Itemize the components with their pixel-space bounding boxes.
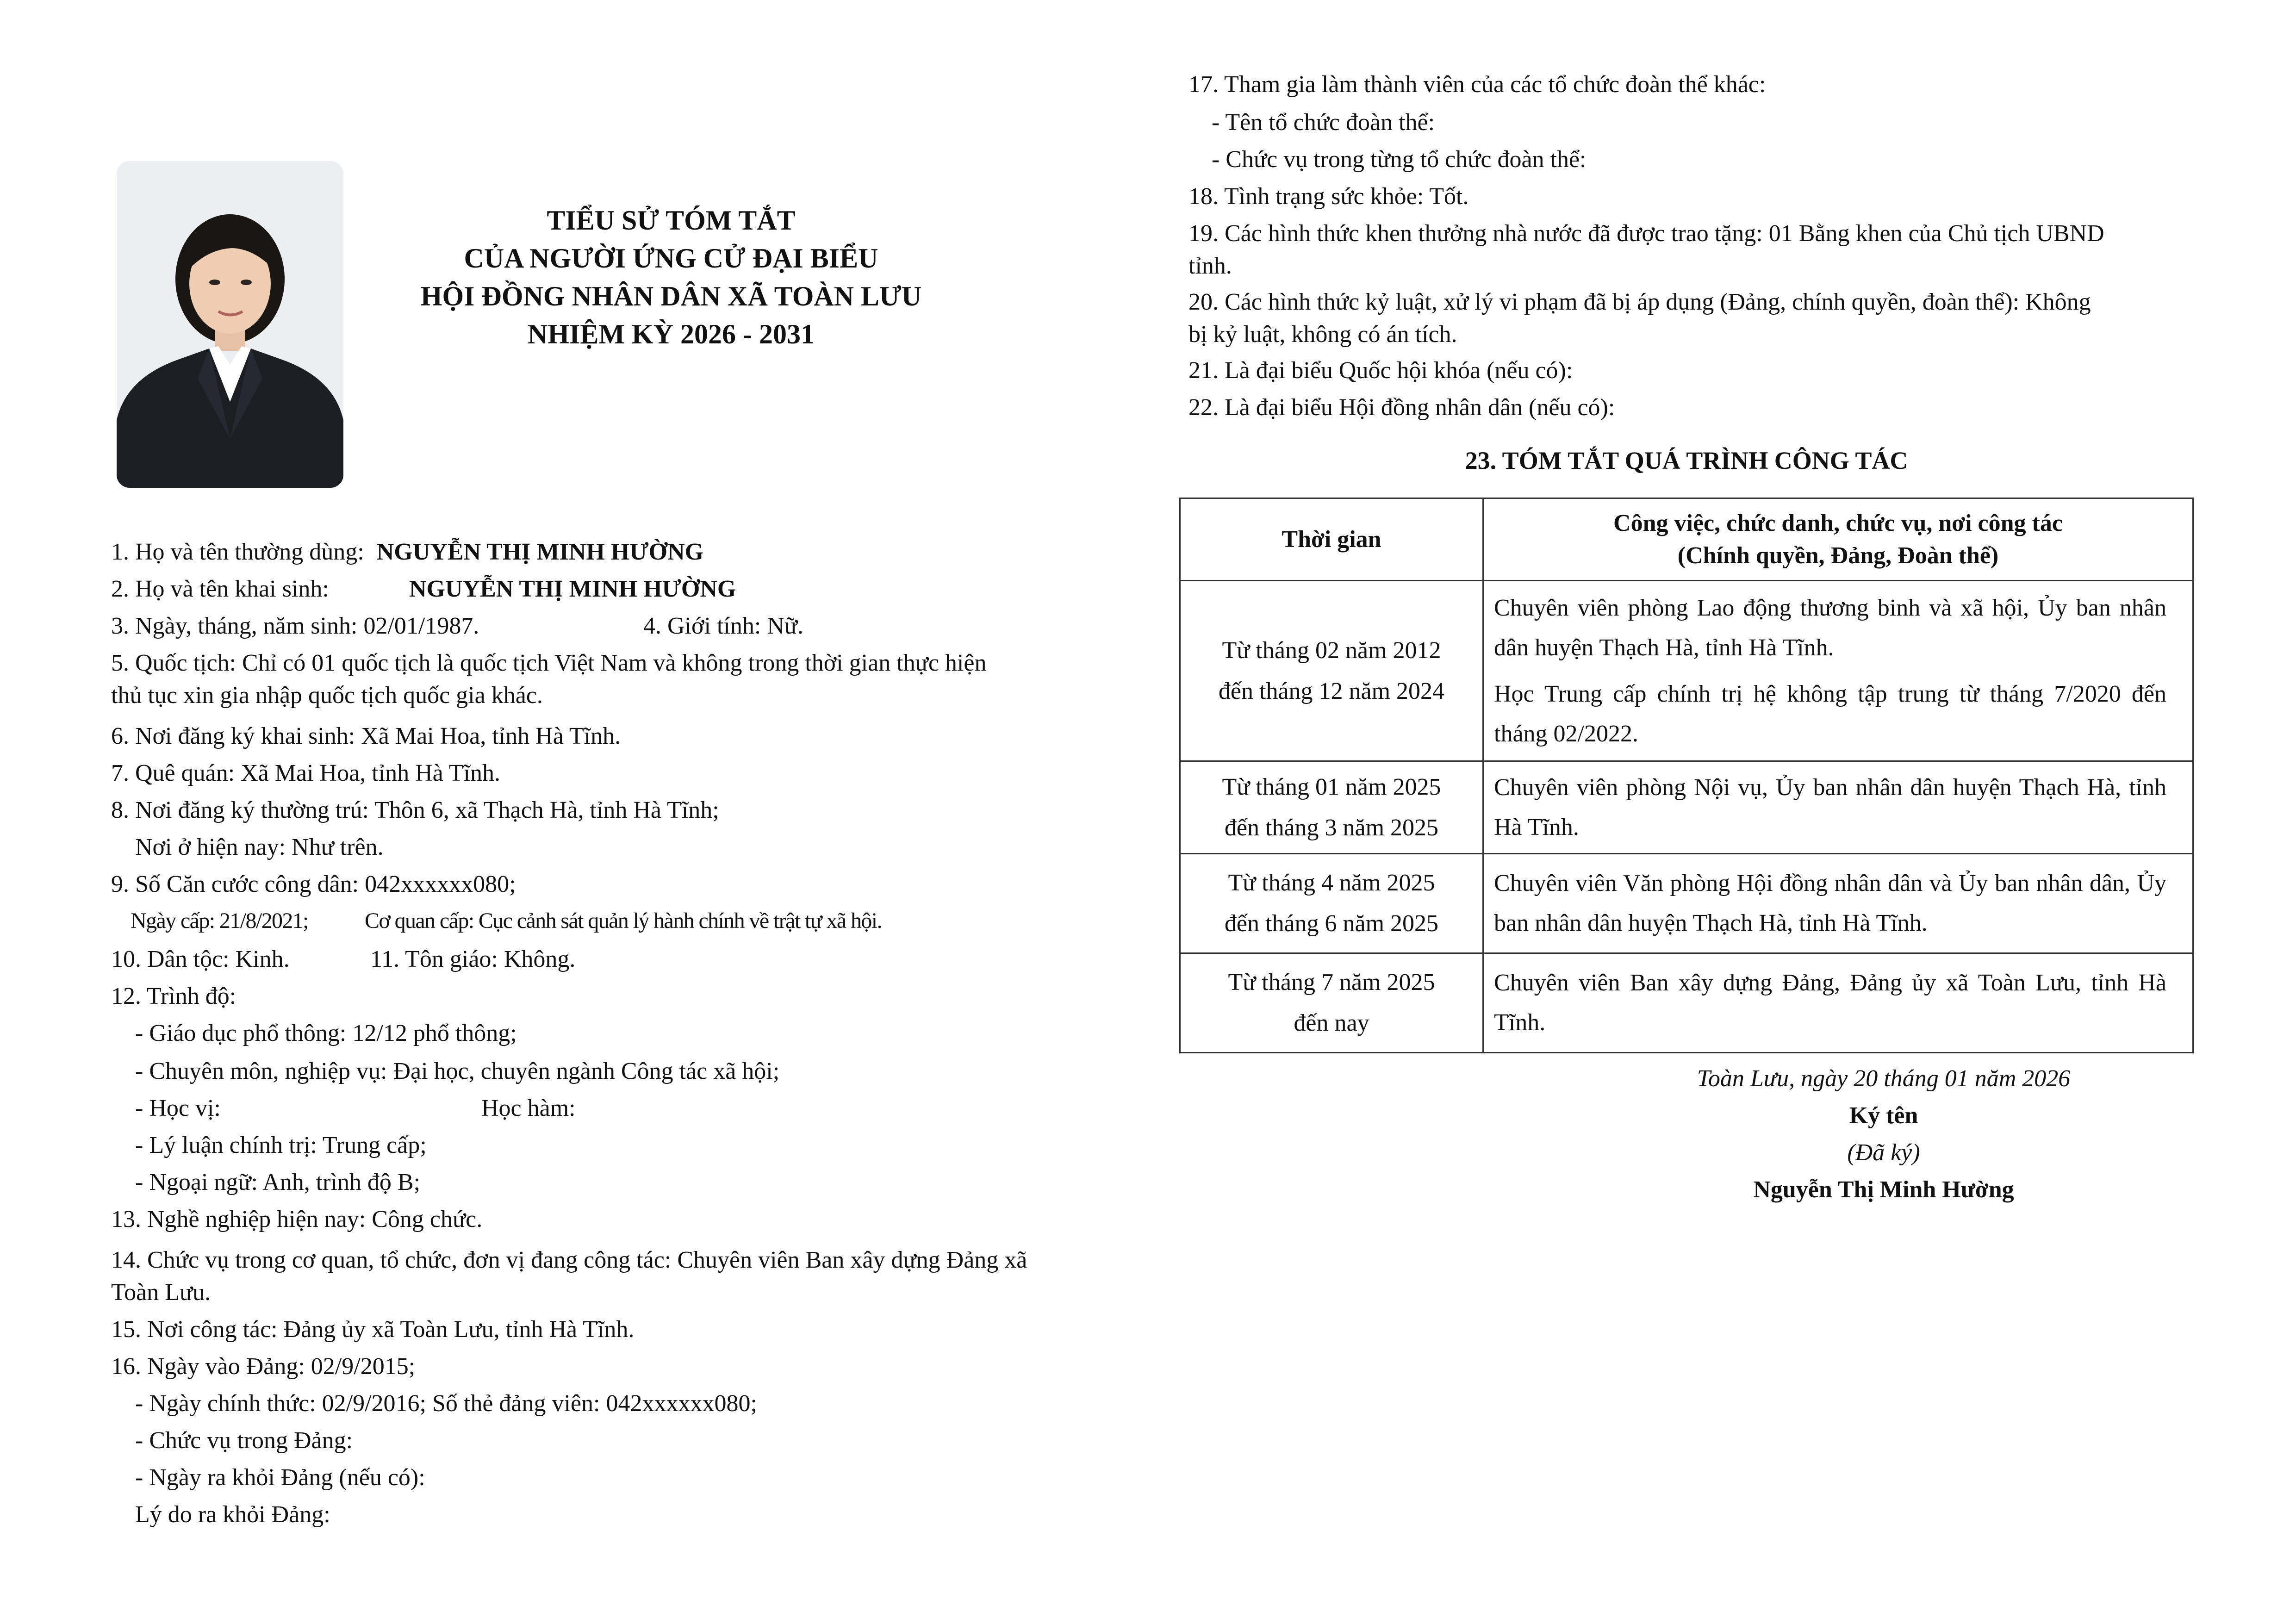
column-header-description-line-1: Công việc, chức danh, chức vụ, nơi công tác <box>1613 510 2063 536</box>
column-header-description-line-2: (Chính quyền, Đảng, Đoàn thể) <box>1677 542 1999 569</box>
item-3-dob: 3. Ngày, tháng, năm sinh: 02/01/1987. <box>111 613 479 639</box>
item-8-current-residence: Nơi ở hiện nay: Như trên. <box>135 834 384 860</box>
item-15: 15. Nơi công tác: Đảng ủy xã Toàn Lưu, tỉnh Hà Tĩnh. <box>111 1316 635 1343</box>
time-end: đến tháng 6 năm 2025 <box>1224 910 1439 937</box>
item-12-general-education: - Giáo dục phổ thông: 12/12 phổ thông; <box>135 1020 517 1046</box>
table-cell-time <box>1180 761 1483 854</box>
time-start: Từ tháng 01 năm 2025 <box>1222 773 1441 800</box>
description-text-extra: Học Trung cấp chính trị hệ không tập trung từ tháng 7/2020 đến tháng 02/2022. <box>1494 680 2166 747</box>
table-row <box>1180 854 2193 953</box>
table-cell-description <box>1483 854 2193 953</box>
document-title <box>361 201 981 353</box>
time-end: đến tháng 12 năm 2024 <box>1218 678 1445 704</box>
common-name-label: 1. Họ và tên thường dùng: <box>111 539 364 565</box>
table-header-row <box>1180 498 2193 581</box>
item-19-line-1: 19. Các hình thức khen thưởng nhà nước đã được trao tặng: 01 Bằng khen của Chủ tịch UBND <box>1188 220 2104 247</box>
item-14-line-1: 14. Chức vụ trong cơ quan, tổ chức, đơn vị đang công tác: Chuyên viên Ban xây dựng Đảng xã <box>111 1247 1027 1273</box>
item-9-issuer: Cơ quan cấp: Cục cảnh sát quản lý hành chính về trật tự xã hội. <box>365 908 882 933</box>
signature-label: Ký tên <box>1849 1102 1918 1129</box>
description-text: Chuyên viên phòng Nội vụ, Ủy ban nhân dân huyện Thạch Hà, tỉnh Hà Tĩnh. <box>1494 774 2166 840</box>
item-12-degree: - Học vị: <box>135 1095 221 1121</box>
item-22: 22. Là đại biểu Hội đồng nhân dân (nếu có): <box>1188 394 1615 421</box>
item-19-line-2: tỉnh. <box>1188 253 1232 279</box>
item-17-organization: - Tên tổ chức đoàn thể: <box>1212 109 1435 136</box>
item-16: 16. Ngày vào Đảng: 02/9/2015; <box>111 1353 416 1380</box>
item-16-official-date: - Ngày chính thức: 02/9/2016; Số thẻ đảng viên: 042xxxxxx080; <box>135 1390 757 1417</box>
time-start: Từ tháng 02 năm 2012 <box>1222 637 1441 664</box>
table-row <box>1180 761 2193 854</box>
title-line-1: TIỂU SỬ TÓM TẮT <box>547 205 796 236</box>
item-5-line-1: 5. Quốc tịch: Chỉ có 01 quốc tịch là quốc tịch Việt Nam và không trong thời gian thực hiện <box>111 650 987 676</box>
birth-name-label: 2. Họ và tên khai sinh: <box>111 576 329 602</box>
item-9: 9. Số Căn cước công dân: 042xxxxxx080; <box>111 871 516 897</box>
item-12-academic-title: Học hàm: <box>481 1095 576 1121</box>
table-cell-time <box>1180 953 1483 1053</box>
description-text: Chuyên viên Văn phòng Hội đồng nhân dân và Ủy ban nhân dân, Ủy ban nhân dân huyện Thạch Hà, tỉnh Hà Tĩnh. <box>1494 870 2166 936</box>
table-row <box>1180 581 2193 761</box>
item-20-line-1: 20. Các hình thức kỷ luật, xử lý vi phạm đã bị áp dụng (Đảng, chính quyền, đoàn thể): Không <box>1188 289 2091 315</box>
item-13: 13. Nghề nghiệp hiện nay: Công chức. <box>111 1206 483 1232</box>
item-17: 17. Tham gia làm thành viên của các tổ chức đoàn thể khác: <box>1188 71 1766 98</box>
time-end: đến tháng 3 năm 2025 <box>1224 814 1439 841</box>
table-cell-description <box>1483 761 2193 854</box>
title-line-4: NHIỆM KỲ 2026 - 2031 <box>528 319 815 349</box>
item-1 <box>111 537 703 567</box>
item-18: 18. Tình trạng sức khỏe: Tốt. <box>1188 183 1469 210</box>
item-12-specialty: - Chuyên môn, nghiệp vụ: Đại học, chuyên ngành Công tác xã hội; <box>135 1058 780 1084</box>
candidate-photo <box>117 161 343 488</box>
table-cell-time <box>1180 854 1483 953</box>
description-text: Chuyên viên Ban xây dựng Đảng, Đảng ủy xã Toàn Lưu, tỉnh Hà Tĩnh. <box>1494 970 2166 1036</box>
work-history-table <box>1179 498 2194 1053</box>
item-12-political-theory: - Lý luận chính trị: Trung cấp; <box>135 1132 427 1158</box>
time-start: Từ tháng 4 năm 2025 <box>1228 870 1435 896</box>
item-11: 11. Tôn giáo: Không. <box>370 946 576 972</box>
item-8: 8. Nơi đăng ký thường trú: Thôn 6, xã Thạch Hà, tỉnh Hà Tĩnh; <box>111 797 719 823</box>
column-header-time: Thời gian <box>1180 498 1483 581</box>
time-start: Từ tháng 7 năm 2025 <box>1228 969 1435 996</box>
item-17-position: - Chức vụ trong từng tổ chức đoàn thể: <box>1212 146 1587 173</box>
item-12: 12. Trình độ: <box>111 983 236 1009</box>
item-14-line-2: Toàn Lưu. <box>111 1279 211 1306</box>
title-line-3: HỘI ĐỒNG NHÂN DÂN XÃ TOÀN LƯU <box>420 281 922 311</box>
signature-place-date: Toàn Lưu, ngày 20 tháng 01 năm 2026 <box>1697 1065 2071 1092</box>
item-10: 10. Dân tộc: Kinh. <box>111 946 290 972</box>
item-2 <box>111 574 329 604</box>
item-7: 7. Quê quán: Xã Mai Hoa, tỉnh Hà Tĩnh. <box>111 760 500 786</box>
item-21: 21. Là đại biểu Quốc hội khóa (nếu có): <box>1188 357 1573 384</box>
item-9-issue-date: Ngày cấp: 21/8/2021; <box>131 908 308 933</box>
column-header-description <box>1483 498 2193 581</box>
item-6: 6. Nơi đăng ký khai sinh: Xã Mai Hoa, tỉnh Hà Tĩnh. <box>111 723 621 749</box>
item-16-leave-reason: Lý do ra khỏi Đảng: <box>135 1501 330 1528</box>
table-cell-time <box>1180 581 1483 761</box>
item-16-leave-date: - Ngày ra khỏi Đảng (nếu có): <box>135 1464 425 1491</box>
item-16-party-position: - Chức vụ trong Đảng: <box>135 1427 353 1454</box>
signature-status: (Đã ký) <box>1847 1139 1920 1166</box>
title-line-2: CỦA NGƯỜI ỨNG CỬ ĐẠI BIỂU <box>464 243 878 274</box>
item-12-foreign-language: - Ngoại ngữ: Anh, trình độ B; <box>135 1169 421 1195</box>
common-name-value: NGUYỄN THỊ MINH HƯỜNG <box>376 539 704 565</box>
signer-name: Nguyễn Thị Minh Hường <box>1753 1176 2014 1203</box>
table-cell-description <box>1483 953 2193 1053</box>
item-5-line-2: thủ tục xin gia nhập quốc tịch quốc gia khác. <box>111 682 543 709</box>
item-20-line-2: bị kỷ luật, không có án tích. <box>1188 321 1457 348</box>
time-end: đến nay <box>1294 1010 1369 1036</box>
description-text: Chuyên viên phòng Lao động thương binh và xã hội, Ủy ban nhân dân huyện Thạch Hà, tỉnh Hà Tĩnh. <box>1494 594 2166 661</box>
table-cell-description <box>1483 581 2193 761</box>
item-4-gender: 4. Giới tính: Nữ. <box>643 613 804 639</box>
birth-name-value: NGUYỄN THỊ MINH HƯỜNG <box>409 576 736 602</box>
work-history-heading: 23. TÓM TẮT QUÁ TRÌNH CÔNG TÁC <box>1465 447 1908 474</box>
table-row <box>1180 953 2193 1053</box>
